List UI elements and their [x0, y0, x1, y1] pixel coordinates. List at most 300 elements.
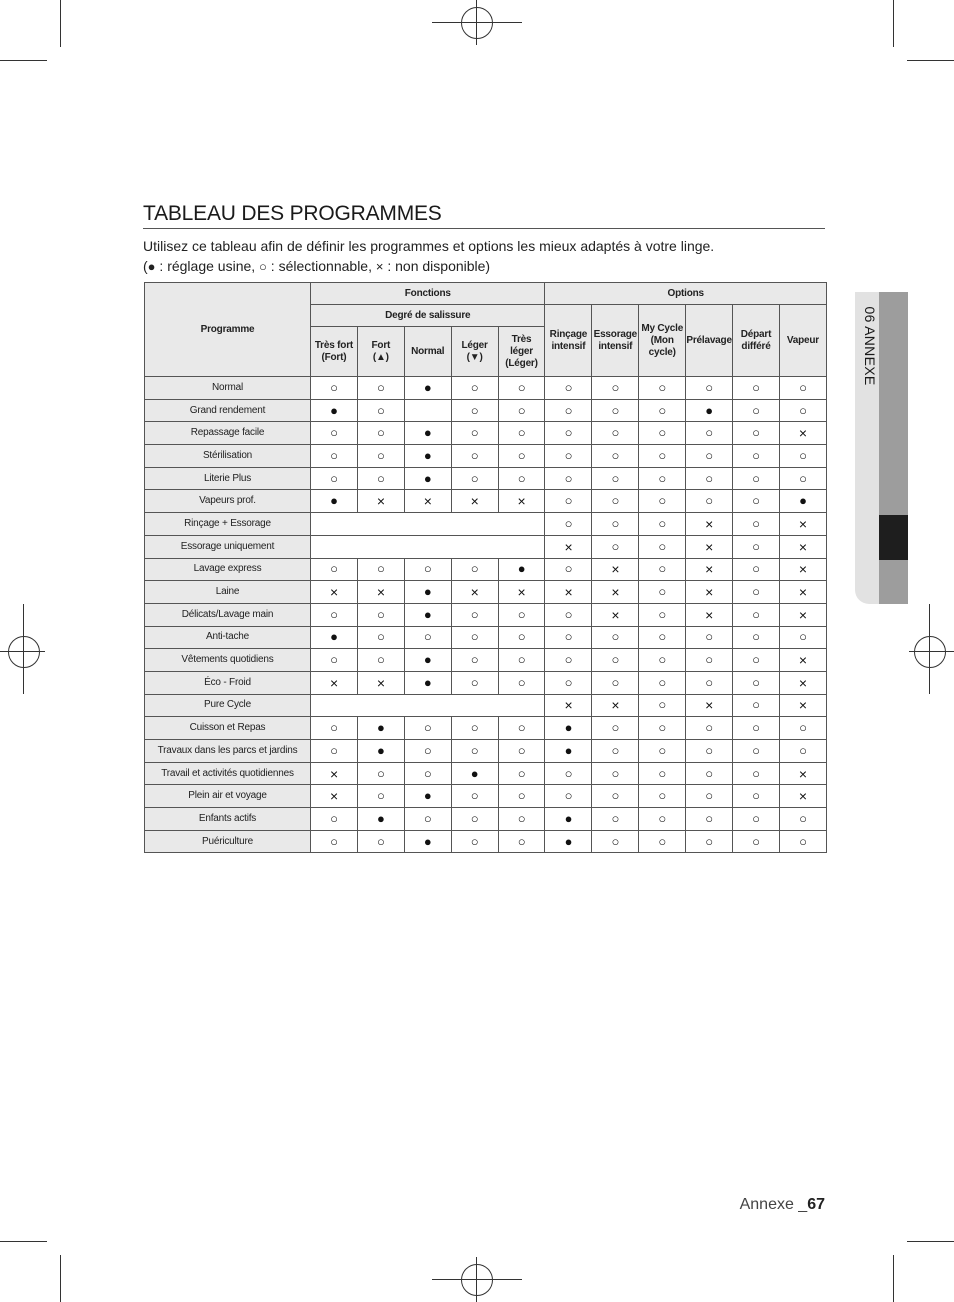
filled-dot-icon: ● [545, 808, 592, 831]
open-circle-icon: ○ [451, 626, 498, 649]
crop-mark [893, 0, 894, 47]
cross-icon: × [357, 581, 404, 604]
empty-fonctions-cell [311, 535, 545, 558]
open-circle-icon: ○ [733, 399, 780, 422]
open-circle-icon: ○ [592, 399, 639, 422]
crop-mark [0, 60, 47, 61]
open-circle-icon: ○ [592, 535, 639, 558]
open-circle-icon: ○ [686, 467, 733, 490]
cross-icon: × [779, 535, 826, 558]
open-circle-icon: ○ [779, 377, 826, 400]
open-circle-icon: ○ [686, 740, 733, 763]
intro-sentence: Utilisez ce tableau afin de définir les programmes et options les mieux adaptés à votre linge. [143, 238, 715, 254]
page-footer [690, 1196, 825, 1214]
open-circle-icon: ○ [639, 467, 686, 490]
open-circle-icon: ○ [779, 626, 826, 649]
open-circle-icon: ○ [545, 762, 592, 785]
table-row [145, 740, 827, 763]
legend-unavailable-label: : non disponible) [383, 258, 491, 274]
symbol-legend [143, 256, 714, 277]
programme-name: Délicats/Lavage main [145, 603, 311, 626]
open-circle-icon: ○ [498, 717, 545, 740]
open-circle-icon: ○ [686, 626, 733, 649]
open-circle-icon: ○ [451, 603, 498, 626]
registration-mark [914, 636, 946, 668]
open-circle-icon: ○ [733, 422, 780, 445]
cross-icon: × [779, 558, 826, 581]
cross-icon: × [545, 694, 592, 717]
open-circle-icon: ○ [686, 717, 733, 740]
open-circle-icon: ○ [498, 830, 545, 853]
open-circle-icon: ○ [592, 785, 639, 808]
column-header [498, 327, 545, 377]
open-circle-icon: ○ [311, 377, 358, 400]
open-circle-icon: ○ [451, 671, 498, 694]
cross-icon: × [545, 535, 592, 558]
cross-icon: × [404, 490, 451, 513]
section-side-label: 06 ANNEXE [862, 306, 878, 386]
filled-dot-icon: ● [545, 740, 592, 763]
column-header-line: (Fort) [321, 351, 347, 363]
cross-icon: × [686, 535, 733, 558]
cross-icon: × [451, 490, 498, 513]
open-circle-icon: ○ [639, 808, 686, 831]
open-circle-icon: ○ [357, 649, 404, 672]
open-circle-icon: ○ [498, 649, 545, 672]
open-circle-icon: ○ [357, 603, 404, 626]
table-row [145, 603, 827, 626]
column-header [592, 305, 639, 377]
open-circle-icon: ○ [592, 808, 639, 831]
table-row [145, 490, 827, 513]
open-circle-icon: ○ [639, 558, 686, 581]
cross-icon: × [592, 694, 639, 717]
open-circle-icon: ○ [311, 445, 358, 468]
open-circle-icon: ○ [592, 377, 639, 400]
open-circle-icon: ○ [545, 445, 592, 468]
open-circle-icon: ○ [686, 830, 733, 853]
filled-dot-icon: ● [404, 467, 451, 490]
open-circle-icon: ○ [639, 422, 686, 445]
open-circle-icon: ○ [311, 717, 358, 740]
table-row [145, 830, 827, 853]
column-header [733, 305, 780, 377]
table-row [145, 808, 827, 831]
column-header-line: différé [741, 340, 771, 352]
open-circle-icon: ○ [639, 535, 686, 558]
open-circle-icon: ○ [545, 399, 592, 422]
cross-icon: × [779, 694, 826, 717]
table-row [145, 626, 827, 649]
open-circle-icon: ○ [733, 671, 780, 694]
open-circle-icon: ○ [639, 445, 686, 468]
open-circle-icon: ○ [451, 422, 498, 445]
programme-name: Enfants actifs [145, 808, 311, 831]
registration-mark [461, 7, 493, 39]
open-circle-icon: ○ [404, 740, 451, 763]
open-circle-icon: ○ [451, 717, 498, 740]
filled-dot-icon: ● [357, 808, 404, 831]
open-circle-icon: ○ [779, 830, 826, 853]
footer-label: Annexe _ [739, 1196, 808, 1213]
table-row [145, 467, 827, 490]
open-circle-icon: ○ [545, 467, 592, 490]
open-circle-icon: ○ [779, 740, 826, 763]
programme-name: Plein air et voyage [145, 785, 311, 808]
column-header-line: Fort [371, 339, 391, 351]
column-header-line: Très [511, 333, 532, 345]
open-circle-icon: ○ [357, 422, 404, 445]
column-header-line: (Léger) [505, 357, 538, 369]
filled-dot-icon: ● [404, 785, 451, 808]
open-circle-icon: ○ [311, 808, 358, 831]
open-circle-icon: ○ [592, 717, 639, 740]
open-circle-icon: ○ [592, 422, 639, 445]
cross-icon: × [779, 671, 826, 694]
open-circle-icon: ○ [686, 445, 733, 468]
table-row [145, 785, 827, 808]
open-circle-icon: ○ [311, 422, 358, 445]
column-header-line: Rinçage [549, 328, 588, 340]
programme-name: Travail et activités quotidiennes [145, 762, 311, 785]
crop-mark [893, 1255, 894, 1302]
open-circle-icon: ○ [498, 377, 545, 400]
column-header-line: intensif [551, 340, 586, 352]
table-row [145, 717, 827, 740]
open-circle-icon: ○ [451, 558, 498, 581]
open-circle-icon: ○ [686, 785, 733, 808]
cross-icon: × [686, 694, 733, 717]
table-row [145, 422, 827, 445]
empty-fonctions-cell [311, 694, 545, 717]
column-header-line: (Mon [650, 334, 674, 346]
programme-name: Lavage express [145, 558, 311, 581]
open-circle-icon: ○ [779, 467, 826, 490]
column-header [404, 327, 451, 377]
registration-mark [476, 1257, 477, 1302]
filled-dot-icon: ● [545, 717, 592, 740]
filled-dot-icon: ● [357, 740, 404, 763]
column-header [686, 305, 733, 377]
open-circle-icon: ○ [733, 467, 780, 490]
open-circle-icon: ○ [498, 762, 545, 785]
open-circle-icon: ○ [686, 671, 733, 694]
open-circle-icon: ○ [451, 445, 498, 468]
open-circle-icon: ○ [404, 626, 451, 649]
column-header [357, 327, 404, 377]
open-circle-icon: ○ [498, 399, 545, 422]
open-circle-icon: ○ [311, 830, 358, 853]
filled-dot-icon: ● [311, 626, 358, 649]
filled-dot-icon: ● [451, 762, 498, 785]
open-circle-icon: ○ [311, 558, 358, 581]
registration-mark [461, 1264, 493, 1296]
open-circle-icon: ○ [733, 603, 780, 626]
column-header [639, 305, 686, 377]
cross-icon: × [375, 259, 384, 274]
programme-name: Travaux dans les parcs et jardins [145, 740, 311, 763]
programme-column-header: Programme [145, 283, 311, 377]
column-header-line: intensif [598, 340, 633, 352]
crop-mark [0, 1241, 47, 1242]
table-row [145, 445, 827, 468]
column-header-line: Essorage [593, 328, 638, 340]
intro-text [143, 236, 714, 277]
cross-icon: × [779, 762, 826, 785]
programme-name: Cuisson et Repas [145, 717, 311, 740]
programme-name: Normal [145, 377, 311, 400]
crop-mark [60, 0, 61, 47]
table-row [145, 671, 827, 694]
cross-icon: × [311, 671, 358, 694]
open-circle-icon: ○ [404, 558, 451, 581]
open-circle-icon: ○ [733, 717, 780, 740]
open-circle-icon: ○ [733, 808, 780, 831]
cross-icon: × [357, 671, 404, 694]
page-number: 67 [807, 1196, 825, 1213]
open-circle-icon: ○ [592, 649, 639, 672]
open-circle-icon: ○ [357, 785, 404, 808]
column-header-line: (▼) [466, 351, 483, 363]
cross-icon: × [311, 762, 358, 785]
cross-icon: × [498, 490, 545, 513]
filled-dot-icon: ● [404, 603, 451, 626]
filled-dot-icon: ● [404, 830, 451, 853]
column-header [779, 305, 826, 377]
open-circle-icon: ○ [733, 558, 780, 581]
open-circle-icon: ○ [733, 740, 780, 763]
open-circle-icon: ○ [592, 830, 639, 853]
open-circle-icon: ○ [639, 490, 686, 513]
cross-icon: × [592, 581, 639, 604]
open-circle-icon: ○ [639, 830, 686, 853]
registration-mark [8, 636, 40, 668]
open-circle-icon: ○ [498, 740, 545, 763]
column-header-line: (▲) [372, 351, 389, 363]
open-circle-icon: ○ [498, 808, 545, 831]
open-circle-icon: ○ [451, 740, 498, 763]
open-circle-icon: ○ [779, 717, 826, 740]
filled-dot-icon: ● [686, 399, 733, 422]
registration-mark [476, 0, 477, 45]
registration-mark [432, 22, 522, 23]
open-circle-icon: ○ [639, 785, 686, 808]
cross-icon: × [311, 785, 358, 808]
filled-dot-icon: ● [357, 717, 404, 740]
legend-selectable-label: : sélectionnable, [266, 258, 376, 274]
open-circle-icon: ○ [639, 626, 686, 649]
open-circle-icon: ○ [592, 490, 639, 513]
open-circle-icon: ○ [451, 808, 498, 831]
cross-icon: × [592, 603, 639, 626]
cross-icon: × [686, 603, 733, 626]
title-rule [143, 228, 825, 229]
table-row [145, 649, 827, 672]
open-circle-icon: ○ [404, 762, 451, 785]
filled-dot-icon: ● [404, 422, 451, 445]
crop-mark [907, 1241, 954, 1242]
crop-mark [907, 60, 954, 61]
column-header-line: Normal [411, 345, 445, 357]
column-header-line: Départ [740, 328, 772, 340]
registration-mark [909, 651, 954, 652]
cross-icon: × [779, 513, 826, 536]
programme-name: Stérilisation [145, 445, 311, 468]
cross-icon: × [779, 603, 826, 626]
column-header [311, 327, 358, 377]
filled-dot-icon: ● [311, 399, 358, 422]
filled-dot-icon: ● [311, 490, 358, 513]
table-row [145, 513, 827, 536]
programme-table [144, 282, 827, 853]
open-circle-icon: ○ [404, 808, 451, 831]
open-circle-icon: ○ [686, 762, 733, 785]
registration-mark [432, 1279, 522, 1280]
programme-name: Vêtements quotidiens [145, 649, 311, 672]
open-circle-icon: ○ [639, 717, 686, 740]
open-circle-icon: ○ [311, 603, 358, 626]
open-circle-icon: ○ [545, 603, 592, 626]
cross-icon: × [779, 785, 826, 808]
open-circle-icon: ○ [498, 445, 545, 468]
open-circle-icon: ○ [639, 399, 686, 422]
column-header-line: Prélavage [686, 334, 732, 346]
open-circle-icon: ○ [733, 762, 780, 785]
page-title: TABLEAU DES PROGRAMMES [143, 202, 442, 225]
open-circle-icon: ○ [357, 445, 404, 468]
open-circle-icon: ○ [733, 445, 780, 468]
column-header-line: Léger [461, 339, 488, 351]
open-circle-icon: ○ [357, 830, 404, 853]
open-circle-icon: ○ [686, 490, 733, 513]
open-circle-icon: ○ [733, 626, 780, 649]
open-circle-icon: ○ [733, 535, 780, 558]
cross-icon: × [686, 513, 733, 536]
section-side-tab-marker [879, 515, 908, 560]
filled-dot-icon: ● [404, 649, 451, 672]
open-circle-icon: ○ [639, 694, 686, 717]
crop-mark [60, 1255, 61, 1302]
legend-open: ( [143, 258, 148, 274]
programme-table-body [145, 377, 827, 853]
empty-fonctions-cell [311, 513, 545, 536]
open-circle-icon: ○ [733, 785, 780, 808]
cross-icon: × [592, 558, 639, 581]
open-circle-icon: ○ [498, 671, 545, 694]
open-circle-icon: ○ [592, 513, 639, 536]
open-circle-icon: ○ [639, 513, 686, 536]
cross-icon: × [498, 581, 545, 604]
registration-mark [23, 604, 24, 694]
open-circle-icon: ○ [733, 513, 780, 536]
open-circle-icon: ○ [451, 467, 498, 490]
empty-cell [404, 399, 451, 422]
cross-icon: × [779, 581, 826, 604]
open-circle-icon: ○ [733, 490, 780, 513]
cross-icon: × [545, 581, 592, 604]
open-circle-icon: ○ [498, 422, 545, 445]
open-circle-icon: ○ [592, 671, 639, 694]
programme-name: Anti-tache [145, 626, 311, 649]
open-circle-icon: ○ [733, 830, 780, 853]
open-circle-icon: ○ [592, 740, 639, 763]
open-circle-icon: ○ [639, 649, 686, 672]
open-circle-icon: ○ [357, 467, 404, 490]
cross-icon: × [451, 581, 498, 604]
open-circle-icon: ○ [357, 558, 404, 581]
cross-icon: × [357, 490, 404, 513]
open-circle-icon: ○ [357, 399, 404, 422]
programme-name: Éco - Froid [145, 671, 311, 694]
cross-icon: × [779, 649, 826, 672]
open-circle-icon: ○ [592, 445, 639, 468]
open-circle-icon: ○ [357, 377, 404, 400]
open-circle-icon: ○ [545, 513, 592, 536]
open-circle-icon: ○ [498, 603, 545, 626]
open-circle-icon: ○ [498, 785, 545, 808]
cross-icon: × [686, 558, 733, 581]
table-row [145, 399, 827, 422]
table-row [145, 535, 827, 558]
column-header [451, 327, 498, 377]
open-circle-icon: ○ [733, 694, 780, 717]
programme-name: Essorage uniquement [145, 535, 311, 558]
table-row [145, 762, 827, 785]
open-circle-icon: ○ [639, 671, 686, 694]
open-circle-icon: ○ [451, 785, 498, 808]
programme-name: Pure Cycle [145, 694, 311, 717]
open-circle-icon: ○ [545, 422, 592, 445]
open-circle-icon: ○ [545, 649, 592, 672]
degre-salissure-header: Degré de salissure [311, 305, 545, 327]
open-circle-icon: ○ [311, 467, 358, 490]
column-header-line: My Cycle [641, 322, 684, 334]
open-circle-icon: ○ [686, 422, 733, 445]
programme-name: Puériculture [145, 830, 311, 853]
open-circle-icon: ○ [686, 377, 733, 400]
fonctions-header: Fonctions [311, 283, 545, 305]
open-circle-icon: ○ [779, 808, 826, 831]
open-circle-icon: ○ [451, 377, 498, 400]
open-circle-icon: ○ [639, 581, 686, 604]
open-circle-icon: ○ [686, 649, 733, 672]
programme-name: Vapeurs prof. [145, 490, 311, 513]
registration-mark [929, 604, 930, 694]
open-circle-icon: ○ [779, 445, 826, 468]
programme-name: Repassage facile [145, 422, 311, 445]
filled-dot-icon: ● [404, 377, 451, 400]
legend-default-label: : réglage usine, [155, 258, 260, 274]
open-circle-icon: ○ [639, 740, 686, 763]
open-circle-icon: ○ [311, 649, 358, 672]
open-circle-icon: ○ [733, 581, 780, 604]
open-circle-icon: ○ [259, 259, 267, 274]
programme-name: Rinçage + Essorage [145, 513, 311, 536]
open-circle-icon: ○ [311, 740, 358, 763]
open-circle-icon: ○ [545, 490, 592, 513]
programme-name: Laine [145, 581, 311, 604]
open-circle-icon: ○ [592, 762, 639, 785]
open-circle-icon: ○ [357, 762, 404, 785]
open-circle-icon: ○ [733, 649, 780, 672]
column-header-line: Vapeur [786, 334, 819, 346]
open-circle-icon: ○ [639, 603, 686, 626]
filled-dot-icon: ● [545, 830, 592, 853]
cross-icon: × [686, 581, 733, 604]
open-circle-icon: ○ [733, 377, 780, 400]
open-circle-icon: ○ [592, 467, 639, 490]
open-circle-icon: ○ [498, 467, 545, 490]
